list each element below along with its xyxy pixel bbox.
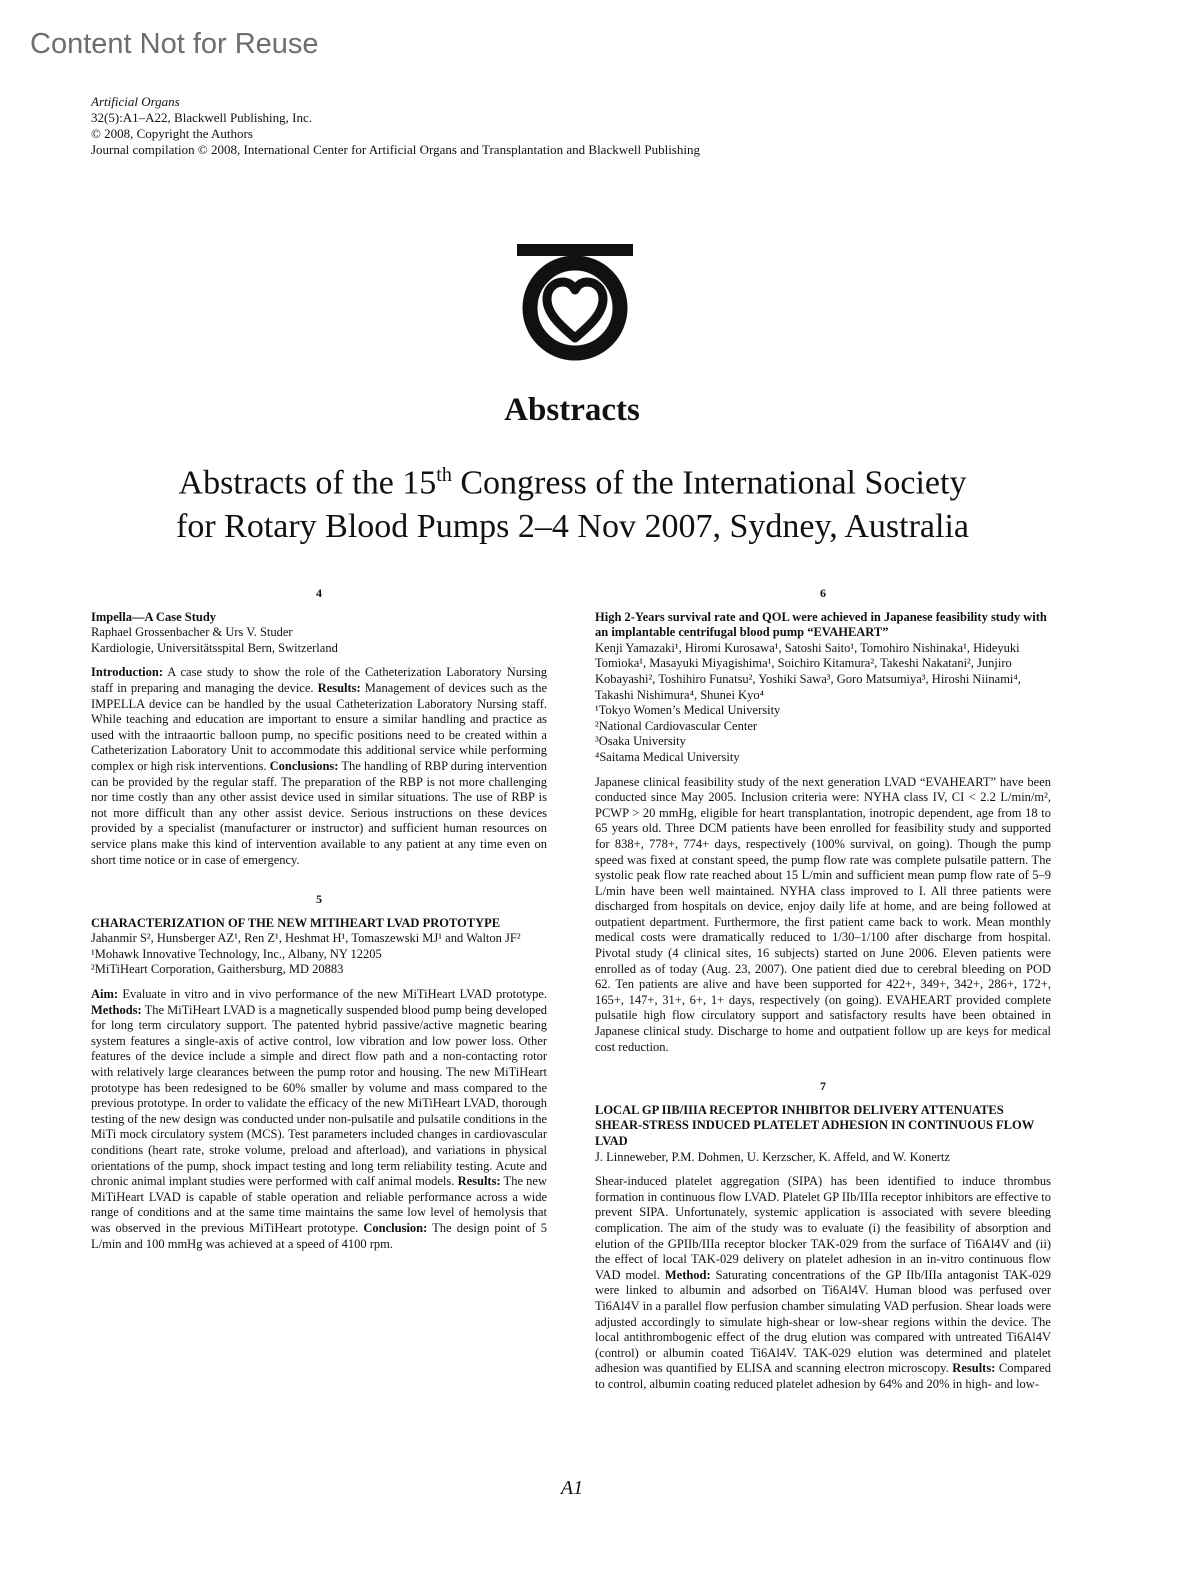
- abstract-number: 5: [316, 892, 322, 907]
- text-results: Management of devices such as the IMPELLA device can be handled by the usual Catheterization Laboratory Nursing staff. While teaching and education are important to ensure a similar handling and practice as used with the intraaortic balloon pump, no specific positions need to be created within a Catheterization Laboratory Unit to accommodate this additional service while performing complex or high risk interventions.: [91, 680, 547, 773]
- abstract-number: 6: [820, 586, 826, 600]
- abstract-affiliation: ⁴Saitama Medical University: [595, 749, 740, 764]
- congress-title-post: Congress of the International Society: [451, 464, 967, 502]
- left-column: [91, 586, 547, 1252]
- abstract-authors: Kenji Yamazaki¹, Hiromi Kurosawa¹, Satoshi Saito¹, Tomohiro Nishinaka¹, Hideyuki Tomioka¹, Masayuki Miyagishima¹, Soichiro Kitamura², Takeshi Nakatani², Junjiro Kobayashi², Toshihiro Funatsu², Yoshiki Sawa³, Goro Matsumiya³, Hiroshi Niinami⁴, Takashi Nishimura⁴, Shunei Kyo⁴: [595, 640, 1021, 702]
- text-results: The new MiTiHeart LVAD is capable of stable operation and reliable performance across a wide range of conditions and at the same time maintains the same low level of hemolysis that was observed in the previous MiTiHeart prototype.: [91, 1174, 547, 1235]
- abstract-title: High 2-Years survival rate and QOL were achieved in Japanese feasibility study with an implantable centrifugal blood pump “EVAHEART”: [595, 609, 1047, 640]
- journal-header: [91, 94, 700, 158]
- journal-copyright: © 2008, Copyright the Authors: [91, 126, 253, 141]
- label-conclusion: Conclusion:: [363, 1220, 428, 1235]
- abstract-title: Impella—A Case Study: [91, 609, 217, 624]
- label-method: Method:: [664, 1267, 711, 1282]
- abstract-6: [595, 586, 1051, 1055]
- abstract-4: [91, 586, 547, 868]
- text-introduction: A case study to show the role of the Catheterization Laboratory Nursing staff in preparing and managing the device.: [91, 665, 547, 695]
- abstract-affiliation: ²MiTiHeart Corporation, Gaithersburg, MD 20883: [91, 962, 344, 977]
- abstract-number: 7: [820, 1079, 826, 1094]
- heart-ring-logo-icon: [509, 244, 641, 362]
- right-column: [595, 586, 1051, 1393]
- abstract-5: [91, 892, 547, 1252]
- abstract-affiliation: ²National Cardiovascular Center: [595, 718, 758, 733]
- journal-name: Artificial Organs: [91, 94, 180, 109]
- congress-title-line2: for Rotary Blood Pumps 2–4 Nov 2007, Sydney, Australia: [176, 508, 969, 546]
- section-title: Abstracts: [504, 392, 640, 428]
- text-methods: The MiTiHeart LVAD is a magnetically suspended blood pump being developed for long term circulatory support. The patented hybrid passive/active magnetic bearing system features a single-axis of active control, low vibration and low power loss. Other features of the device include a simple and direct flow path and a non-contacting rotor with relatively large clearances between the pump rotor and housing. The new MiTiHeart prototype has been redesigned to be 60% smaller by volume and mass compared to the previous prototype. In order to validate the efficacy of the new MiTiHeart LVAD, thorough testing of the new design was conducted under non-pulsatile and pulsatile conditions in the MiTi mock circulatory system (MCS). Test parameters included changes in cardiovascular conditions (heart rate, stroke volume, preload and afterload), and variations in physical orientations of the pump, shock impact testing and long term reliability testing. Acute and chronic animal implant studies were performed with calf animal models.: [91, 1002, 547, 1189]
- abstract-title: CHARACTERIZATION OF THE NEW MITIHEART LVAD PROTOTYPE: [91, 915, 501, 930]
- page-number: A1: [560, 1477, 584, 1499]
- abstract-number: 4: [316, 586, 322, 600]
- abstract-body: [91, 665, 547, 868]
- text-introduction: Shear-induced platelet aggregation (SIPA) has been identified to induce thrombus formation in continuous flow LVAD. Platelet GP IIb/IIIa receptor inhibitors are effective to prevent SIPA. Unfortunately, systemic application is associated with severe bleeding complication. The aim of the study was to evaluate (i) the feasibility of absorption and elution of the GPIIb/IIIa receptor blocker TAK-029 from the surface of Ti6Al4V and (ii) the effect of local TAK-029 delivery on platelet adhesion in an in-vitro continuous flow VAD model.: [595, 1174, 1051, 1282]
- abstract-affiliation: ¹Mohawk Innovative Technology, Inc., Albany, NY 12205: [91, 946, 382, 961]
- text-method: Saturating concentrations of the GP IIb/IIIa antagonist TAK-029 were linked to albumin and adsorbed on Ti6Al4V. Human blood was perfused over Ti6Al4V in a parallel flow perfusion chamber simulating VAD perfusion. Shear loads were adjusted accordingly to simulate high-shear or low-shear regions within the device. The local antithrombogenic effect of the drug elution was compared with untreated Ti6Al4V (control) or albumin coated Ti6Al4V. TAK-029 elution was determined and platelet adhesion was quantified by ELISA and scanning electron microscopy.: [595, 1267, 1051, 1376]
- abstract-body: Japanese clinical feasibility study of the next generation LVAD “EVAHEART” have been conducted since May 2005. Inclusion criteria were: NYHA class IV, CI < 2.2 L/min/m², PCWP > 20 mmHg, eligible for heart transplantation, inotropic dependent, age from 18 to 65 years old. Three DCM patients have been enrolled for feasibility study and supported for 838+, 778+, 774+ days, respectively (100% survival, on going). Though the pump speed was fixed at constant speed, the pump flow rate was complete pulsatile pattern. The systolic peak flow rate reached about 15 L/min and sufficient mean pump flow rate of 5–9 L/min have been well maintained. NYHA class improved to I. All three patients were discharged from hospitals on device, enjoy daily life at home, and are being followed at outpatient department. Furthermore, the first patient came back to work. Mean monthly medical costs were dramatically reduced to 1/30–1/100 after discharge from hospital. Pivotal study (4 clinical sites, 16 subjects) started on June 2006. Eleven patients were enrolled as of today (Aug. 23, 2007). One patient died due to cerebral bleeding on POD 62. Ten patients are alive and have been supported for 422+, 349+, 342+, 286+, 172+, 165+, 147+, 31+, 6+, 1+ days, respectively (on going). EVAHEART provided complete pulsatile high flow circulatory support and satisfactory results have been obtained in Japanese clinical study. Discharge to home and outpatient follow up are keys for medical cost reduction.: [595, 774, 1051, 1054]
- watermark: Content Not for Reuse: [30, 28, 319, 60]
- abstract-title: LOCAL GP IIB/IIIA RECEPTOR INHIBITOR DELIVERY ATTENUATES SHEAR-STRESS INDUCED PLATELET ADHESION IN CONTINUOUS FLOW LVAD: [595, 1102, 1034, 1148]
- label-results: Results:: [952, 1361, 996, 1376]
- label-introduction: Introduction:: [91, 665, 164, 680]
- label-aim: Aim:: [91, 987, 119, 1002]
- congress-title-pre: Abstracts of the 15: [178, 464, 437, 502]
- abstract-affiliation: Kardiologie, Universitätsspital Bern, Switzerland: [91, 640, 338, 655]
- text-aim: Evaluate in vitro and in vivo performance of the new MiTiHeart LVAD prototype.: [118, 987, 547, 1002]
- abstract-7: [595, 1079, 1051, 1392]
- congress-title: [90, 453, 1055, 549]
- label-conclusions: Conclusions:: [269, 758, 339, 773]
- label-results: Results:: [457, 1174, 501, 1189]
- congress-title-sup: th: [436, 464, 452, 486]
- label-methods: Methods:: [91, 1002, 142, 1017]
- abstract-authors: Jahanmir S², Hunsberger AZ¹, Ren Z¹, Heshmat H¹, Tomaszewski MJ¹ and Walton JF²: [91, 931, 521, 946]
- abstract-authors: J. Linneweber, P.M. Dohmen, U. Kerzscher, K. Affeld, and W. Konertz: [595, 1149, 950, 1164]
- abstract-authors: Raphael Grossenbacher & Urs V. Studer: [91, 625, 293, 640]
- text-conclusion: The design point of 5 L/min and 100 mmHg was achieved at a speed of 4100 rpm.: [91, 1220, 547, 1251]
- abstract-body: [91, 987, 547, 1252]
- abstract-body: [595, 1174, 1051, 1392]
- journal-compilation: Journal compilation © 2008, International Center for Artificial Organs and Transplantation and Blackwell Publishing: [91, 142, 700, 157]
- text-conclusions: The handling of RBP during intervention can be provided by the regular staff. The preparation of the RBP is not more challenging nor time costly than any other assist device used in similar situations. The use of RBP is not more difficult than any other assist device. Serious instructions on these devices provided by a specialist (manufacturer or instructor) and sufficient human resources on service plans make this kind of intervention available to any patient at any time even on short time notice or in case of emergency.: [91, 758, 547, 867]
- abstract-affiliation: ³Osaka University: [595, 734, 686, 749]
- journal-volume: 32(5):A1–A22, Blackwell Publishing, Inc.: [91, 110, 312, 125]
- label-results: Results:: [317, 680, 361, 695]
- text-results: Compared to control, albumin coating reduced platelet adhesion by 64% and 20% in high- and low-: [595, 1361, 1052, 1391]
- abstract-affiliation: ¹Tokyo Women’s Medical University: [595, 703, 781, 718]
